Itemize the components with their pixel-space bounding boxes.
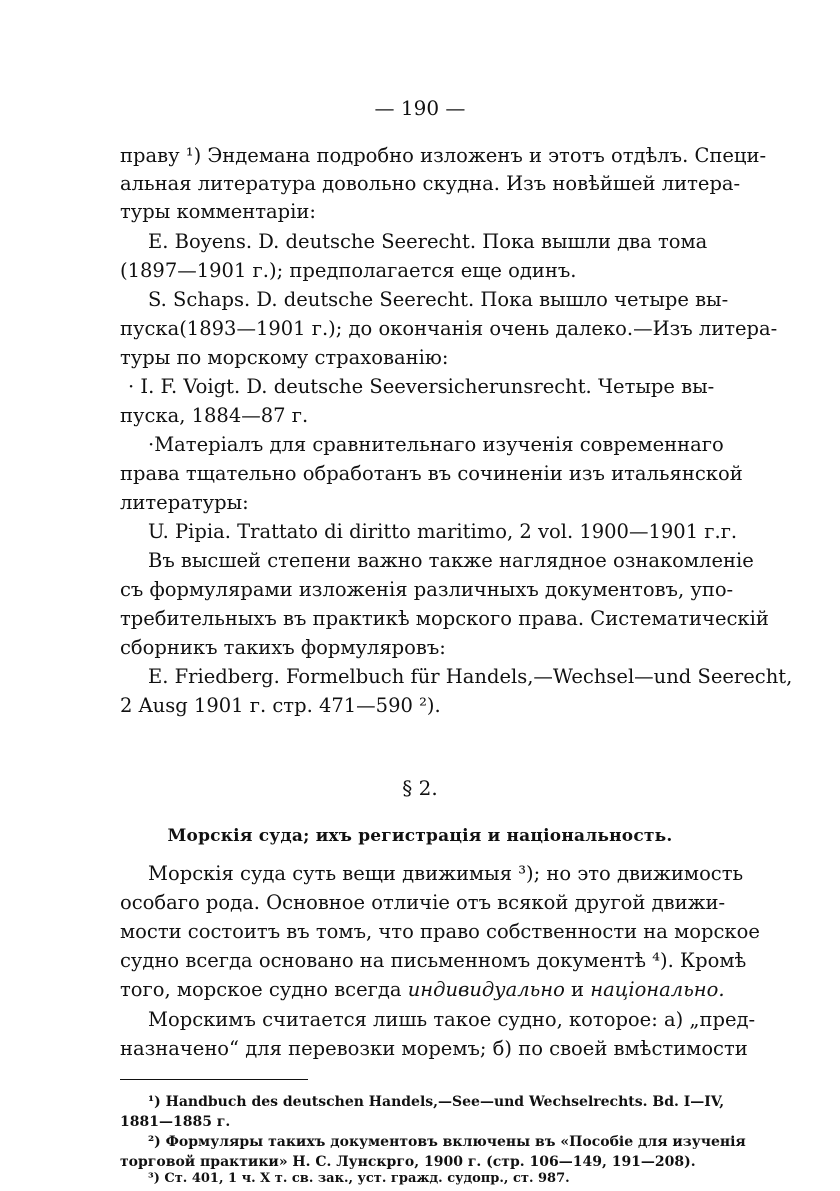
italic-word: индивидуально — [407, 978, 565, 1001]
section-line-text: и — [564, 978, 591, 1001]
body-line: E. Boyens. D. deutsche Seerecht. Пока вышли два тома — [148, 230, 708, 253]
section-heading: Морскiя суда; ихъ регистрацiя и нацiональность. — [167, 826, 673, 846]
body-line: пуска, 1884—87 г. — [120, 404, 309, 427]
body-line: · I. F. Voigt. D. deutsche Seeversicherunsrecht. Четыре вы- — [128, 375, 715, 398]
body-line: E. Friedberg. Formelbuch für Handels,—Wechsel—und Seerecht, — [148, 665, 793, 688]
body-line: S. Schaps. D. deutsche Seerecht. Пока вышло четыре вы- — [148, 288, 729, 311]
body-line: права тщательно обработанъ въ сочиненiи изъ итальянской — [120, 462, 743, 485]
body-line: (1897—1901 г.); предполагается еще одинъ. — [120, 259, 577, 282]
body-line: U. Pipia. Trattato di diritto maritimo, 2 vol. 1900—1901 г.г. — [148, 520, 738, 543]
section-mark: § 2. — [402, 776, 438, 800]
section-line: мости состоитъ въ томъ, что право собственности на морское — [120, 920, 760, 943]
footnote-line: ³) Ст. 401, 1 ч. X т. св. зак., уст. гражд. судопр., ст. 987. — [148, 1171, 570, 1186]
body-line: туры по морскому страхованiю: — [120, 346, 449, 369]
body-line: требительныхъ въ практикѣ морского права. Систематическiй — [120, 607, 769, 630]
section-line — [120, 978, 725, 1002]
section-line: назначено“ для перевозки моремъ; б) по своей вмѣстимости — [120, 1037, 748, 1060]
body-line: литературы: — [120, 491, 249, 514]
footnote-line: ¹) Handbuch des deutschen Handels,—See—und Wechselrechts. Bd. I—IV, — [148, 1094, 725, 1110]
body-line: пуска(1893—1901 г.); до окончанiя очень далеко.—Изъ литера- — [120, 317, 778, 340]
body-line: Въ высшей степени важно также наглядное ознакомленiе — [148, 549, 754, 572]
footnote-rule — [120, 1079, 308, 1080]
page-number: — 190 — — [374, 96, 466, 120]
body-line: ·Матерiалъ для сравнительнаго изученiя современнаго — [148, 433, 724, 456]
italic-word: нацiонально. — [590, 978, 725, 1001]
section-line: судно всегда основано на письменномъ документѣ ⁴). Кромѣ — [120, 949, 747, 972]
body-line: съ формулярами изложенiя различныхъ документовъ, упо- — [120, 578, 734, 601]
body-line: туры комментарiи: — [120, 200, 316, 223]
footnote-line: ²) Формуляры такихъ документовъ включены въ «Пособiе для изученiя — [148, 1134, 746, 1150]
section-line: особаго рода. Основное отличiе отъ всякой другой движи- — [120, 891, 726, 914]
body-line: альная литература довольно скудна. Изъ новѣйшей литера- — [120, 172, 741, 195]
footnote-line: 1881—1885 г. — [120, 1114, 231, 1130]
body-line: праву ¹) Эндемана подробно изложенъ и этотъ отдѣлъ. Специ- — [120, 144, 767, 167]
section-line: Морскимъ считается лишь такое судно, которое: а) „пред- — [148, 1008, 756, 1031]
footnote-line: торговой практики» Н. С. Лунскрго, 1900 г. (стр. 106—149, 191—208). — [120, 1154, 696, 1170]
body-line: сборникъ такихъ формуляровъ: — [120, 636, 446, 659]
section-line: Морскiя суда суть вещи движимыя ³); но это движимость — [148, 862, 744, 885]
section-line-text: того, морское судно всегда — [120, 978, 408, 1001]
body-line: 2 Ausg 1901 г. стр. 471—590 ²). — [120, 694, 441, 717]
